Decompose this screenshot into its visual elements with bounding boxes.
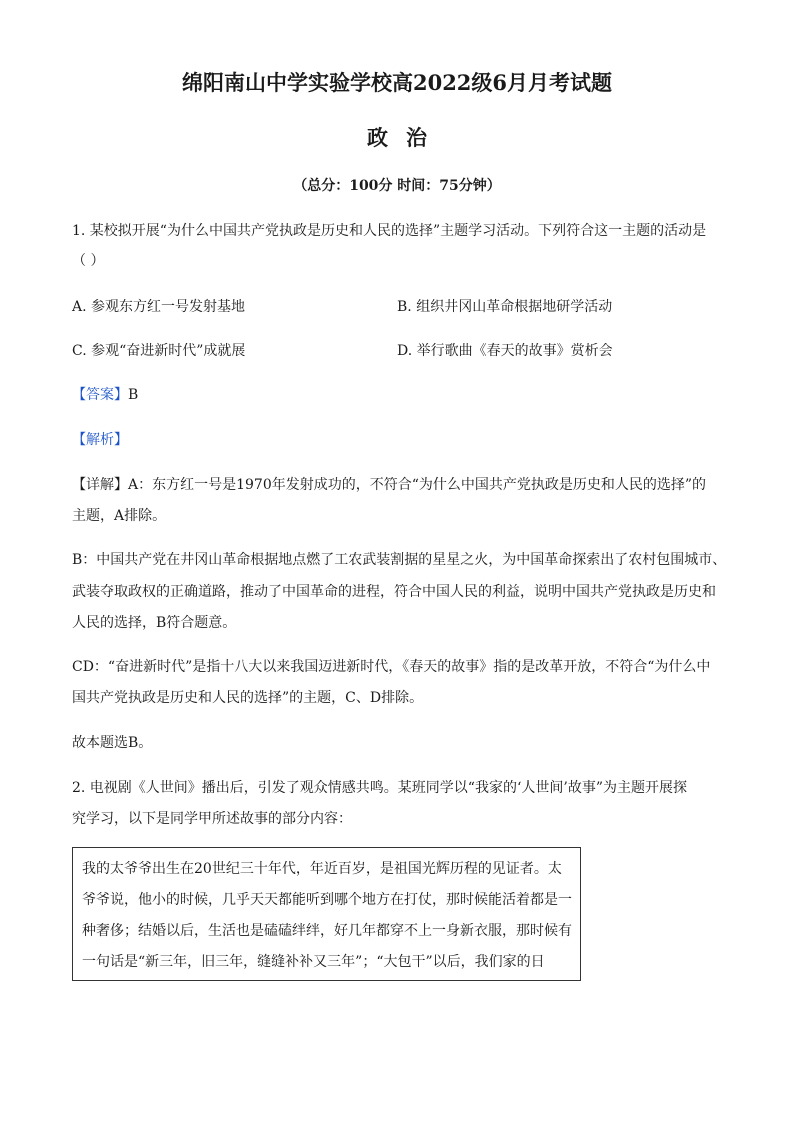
q1-stem-line2: （ ） xyxy=(72,253,105,269)
q1-detail-b-line3: 人民的选择，B符合题意。 xyxy=(72,615,237,631)
answer-value: B xyxy=(128,387,139,403)
detail-tag: 【详解】 xyxy=(72,477,128,493)
q2-stem-line1: 2. 电视剧《人世间》播出后，引发了观众情感共鸣。某班同学以“我家的‘人世间’故事”为主题开展探 xyxy=(72,780,688,796)
q2-stem-line2: 究学习，以下是同学甲所述故事的部分内容： xyxy=(72,811,352,827)
q1-detail-b-line2: 武装夺取政权的正确道路，推动了中国革命的进程，符合中国人民的利益，说明中国共产党执政是历史和 xyxy=(72,584,716,600)
q1-detail-cd-line1: CD：“奋进新时代”是指十八大以来我国迈进新时代，《春天的故事》指的是改革开放，不符合“为什么中 xyxy=(72,659,711,675)
q1-conclusion: 故本题选B。 xyxy=(72,735,153,751)
q1-option-c: C. 参观“奋进新时代”成就展 xyxy=(72,343,246,359)
q1-option-a: A. 参观东方红一号发射基地 xyxy=(72,299,246,315)
subject-title: 政治 xyxy=(367,125,445,150)
q2-quote-line2: 爷爷说，他小的时候，几乎天天都能听到哪个地方在打仗，那时候能活着都是一 xyxy=(82,892,572,908)
detail-a-text: A：东方红一号是1970年发射成功的，不符合“为什么中国共产党执政是历史和人民的选择”的 xyxy=(128,477,707,493)
q1-analysis xyxy=(72,430,128,450)
q2-quote-line3: 种奢侈；结婚以后，生活也是磕磕绊绊，好几年都穿不上一身新衣服，那时候有 xyxy=(82,923,572,939)
q1-detail-a-line2: 主题，A排除。 xyxy=(72,508,167,524)
q1-option-b: B. 组织井冈山革命根据地研学活动 xyxy=(397,299,613,315)
q1-detail-b-line1: B：中国共产党在井冈山革命根据地点燃了工农武装割据的星星之火，为中国革命探索出了农村包围城市、 xyxy=(72,552,727,568)
q1-answer xyxy=(72,385,138,405)
exam-title: 绵阳南山中学实验学校高2022级6月月考试题 xyxy=(181,70,613,95)
q2-quote-line4: 一句话是“新三年，旧三年，缝缝补补又三年”；“大包干”以后，我们家的日 xyxy=(82,954,545,970)
q1-detail-a-line1 xyxy=(72,475,706,495)
q2-quote-line1: 我的太爷爷出生在20世纪三十年代，年近百岁，是祖国光辉历程的见证者。太 xyxy=(82,861,562,877)
q2-quote-box xyxy=(72,847,581,981)
q1-detail-cd-line2: 国共产党执政是历史和人民的选择”的主题，C、D排除。 xyxy=(72,690,424,706)
answer-tag: 【答案】 xyxy=(72,387,128,403)
q1-stem-line1: 1. 某校拟开展“为什么中国共产党执政是历史和人民的选择”主题学习活动。下列符合这一主题的活动是 xyxy=(72,223,707,239)
analysis-tag: 【解析】 xyxy=(72,432,128,448)
q1-option-d: D. 举行歌曲《春天的故事》赏析会 xyxy=(397,343,613,359)
exam-meta: （总分：100分 时间：75分钟） xyxy=(293,178,501,194)
